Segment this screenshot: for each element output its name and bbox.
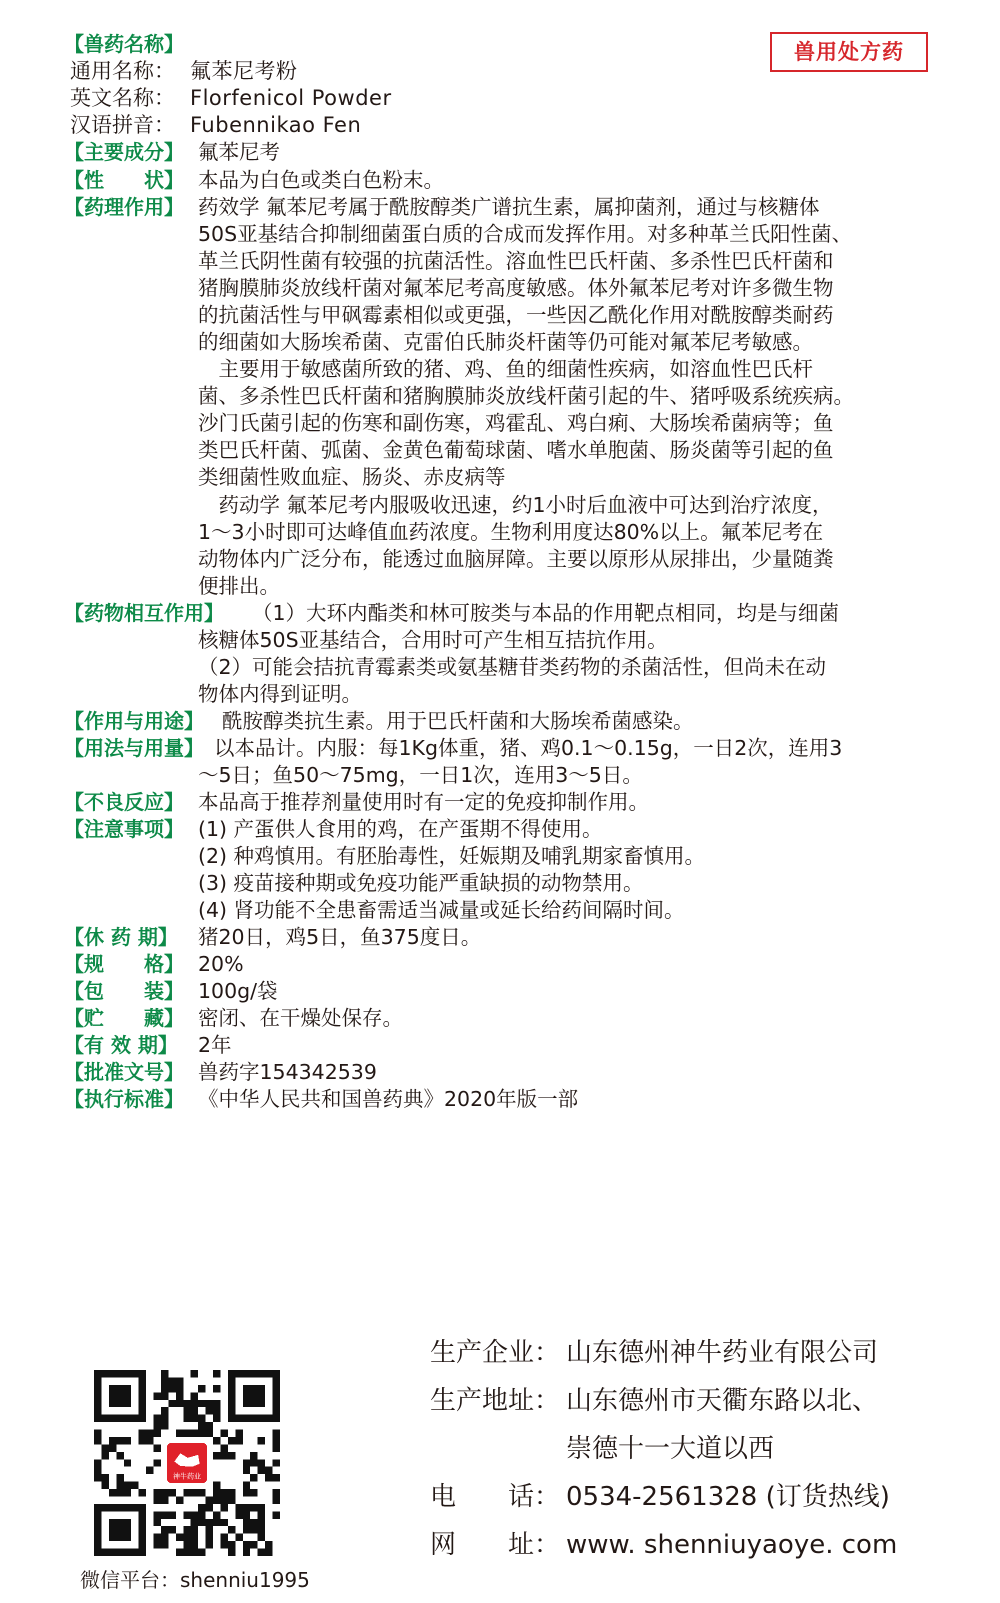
label-package: 【包 装】 <box>64 979 184 1003</box>
precaution-item: (2) 种鸡慎用。有胚胎毒性，妊娠期及哺乳期家畜慎用。 <box>198 844 706 868</box>
withdrawal-text: 猪20日，鸡5日，鱼375度日。 <box>198 925 482 949</box>
adverse-text: 本品高于推荐剂量使用时有一定的免疫抑制作用。 <box>198 790 649 814</box>
label-dosage: 【用法与用量】 <box>64 736 204 760</box>
pharmacology-line: 的细菌如大肠埃希菌、克雷伯氏肺炎杆菌等仍可能对氟苯尼考敏感。 <box>198 330 813 354</box>
address-line1: 山东德州市天衢东路以北、 <box>566 1386 879 1416</box>
label-approval: 【批准文号】 <box>64 1060 184 1084</box>
spec-text: 20% <box>198 952 244 976</box>
label-standard: 【执行标准】 <box>64 1087 184 1111</box>
phone-key: 电 话： <box>430 1482 561 1512</box>
label-drug-name: 【兽药名称】 <box>64 32 184 56</box>
pharmacology-line: 菌、多杀性巴氏杆菌和猪胸膜肺炎放线杆菌引起的牛、猪呼吸系统疾病。 <box>198 384 854 408</box>
label-interactions: 【药物相互作用】 <box>64 601 224 625</box>
pharmacology-line: 沙门氏菌引起的伤寒和副伤寒，鸡霍乱、鸡白痢、大肠埃希菌病等；鱼 <box>198 411 834 435</box>
wechat-caption: 微信平台：shenniu1995 <box>80 1568 310 1592</box>
label-pharmacology: 【药理作用】 <box>64 195 184 219</box>
label-spec: 【规 格】 <box>64 952 184 976</box>
qr-code-icon[interactable] <box>94 1370 280 1556</box>
pharmacology-line: 革兰氏阴性菌有较强的抗菌活性。溶血性巴氏杆菌、多杀性巴氏杆菌和 <box>198 249 834 273</box>
pharmacology-line: 猪胸膜肺炎放线杆菌对氟苯尼考高度敏感。体外氟苯尼考对许多微生物 <box>198 276 834 300</box>
interactions-line: 核糖体50S亚基结合，合用时可产生相互拮抗作用。 <box>198 628 668 652</box>
dosage-line: 以本品计。内服：每1Kg体重，猪、鸡0.1～0.15g，一日2次，连用3 <box>214 736 843 760</box>
appearance-text: 本品为白色或类白色粉末。 <box>198 168 444 192</box>
approval-text: 兽药字154342539 <box>198 1060 377 1084</box>
generic-name-value: 氟苯尼考粉 <box>190 59 298 83</box>
english-name-value: Florfenicol Powder <box>190 86 392 110</box>
precaution-item: (4) 肾功能不全患畜需适当减量或延长给药间隔时间。 <box>198 898 685 922</box>
interactions-line: （2）可能会拮抗青霉素类或氨基糖苷类药物的杀菌活性，但尚未在动 <box>198 655 827 679</box>
label-adverse: 【不良反应】 <box>64 790 184 814</box>
interactions-line: （1）大环内酯类和林可胺类与本品的作用靶点相同，均是与细菌 <box>252 601 840 625</box>
pharmacology-line: 动物体内广泛分布，能透过血脑屏障。主要以原形从尿排出，少量随粪 <box>198 547 834 571</box>
precaution-item: (3) 疫苗接种期或免疫功能严重缺损的动物禁用。 <box>198 871 644 895</box>
pharmacology-line: 的抗菌活性与甲砜霉素相似或更强，一些因乙酰化作用对酰胺醇类耐药 <box>198 303 834 327</box>
manufacturer-key: 生产企业： <box>430 1338 561 1368</box>
pinyin-value: Fubennikao Fen <box>190 113 362 137</box>
pharmacology-line: 药动学 氟苯尼考内服吸收迅速，约1小时后血液中可达到治疗浓度， <box>198 493 833 517</box>
generic-name-key: 通用名称： <box>70 59 175 83</box>
interactions-line: 物体内得到证明。 <box>198 682 362 706</box>
label-indications: 【作用与用途】 <box>64 709 204 733</box>
qr-logo-text <box>173 1472 201 1481</box>
pharmacology-line: 类细菌性败血症、肠炎、赤皮病等 <box>198 465 506 489</box>
pharmacology-line: 50S亚基结合抑制细菌蛋白质的合成而发挥作用。对多种革兰氏阳性菌、 <box>198 222 853 246</box>
storage-text: 密闭、在干燥处保存。 <box>198 1006 403 1030</box>
pharmacology-line: 类巴氏杆菌、弧菌、金黄色葡萄球菌、嗜水单胞菌、肠炎菌等引起的鱼 <box>198 438 834 462</box>
precaution-item: (1) 产蛋供人食用的鸡，在产蛋期不得使用。 <box>198 817 603 841</box>
manufacturer-value: 山东德州神牛药业有限公司 <box>566 1338 879 1368</box>
pinyin-key: 汉语拼音： <box>70 113 175 137</box>
label-ingredient: 【主要成分】 <box>64 140 184 164</box>
indications-text: 酰胺醇类抗生素。用于巴氏杆菌和大肠埃希菌感染。 <box>222 709 694 733</box>
address-key: 生产地址： <box>430 1386 561 1416</box>
pharmacology-line: 1～3小时即可达峰值血药浓度。生物利用度达80%以上。氟苯尼考在 <box>198 520 824 544</box>
english-name-key: 英文名称： <box>70 86 175 110</box>
package-text: 100g/袋 <box>198 979 278 1003</box>
standard-text: 《中华人民共和国兽药典》2020年版一部 <box>198 1087 579 1111</box>
label-appearance: 【性 状】 <box>64 168 184 192</box>
label-storage: 【贮 藏】 <box>64 1006 184 1030</box>
pharmacology-line: 便排出。 <box>198 574 280 598</box>
address-line2: 崇德十一大道以西 <box>566 1434 775 1464</box>
ingredient-text: 氟苯尼考 <box>198 140 280 164</box>
prescription-badge: 兽用处方药 <box>770 32 928 72</box>
phone-value[interactable]: 0534-2561328 (订货热线) <box>566 1482 890 1512</box>
label-withdrawal: 【休 药 期】 <box>64 925 178 949</box>
website-link[interactable]: www. shenniuyaoye. com <box>566 1530 898 1560</box>
validity-text: 2年 <box>198 1033 232 1057</box>
dosage-line: ～5日；鱼50～75mg，一日1次，连用3～5日。 <box>198 763 643 787</box>
pharmacology-line: 主要用于敏感菌所致的猪、鸡、鱼的细菌性疾病，如溶血性巴氏杆 <box>198 357 813 381</box>
pharmacology-line: 药效学 氟苯尼考属于酰胺醇类广谱抗生素，属抑菌剂，通过与核糖体 <box>198 195 820 219</box>
label-validity: 【有 效 期】 <box>64 1033 178 1057</box>
website-key: 网 址： <box>430 1530 561 1560</box>
label-precautions: 【注意事项】 <box>64 817 184 841</box>
